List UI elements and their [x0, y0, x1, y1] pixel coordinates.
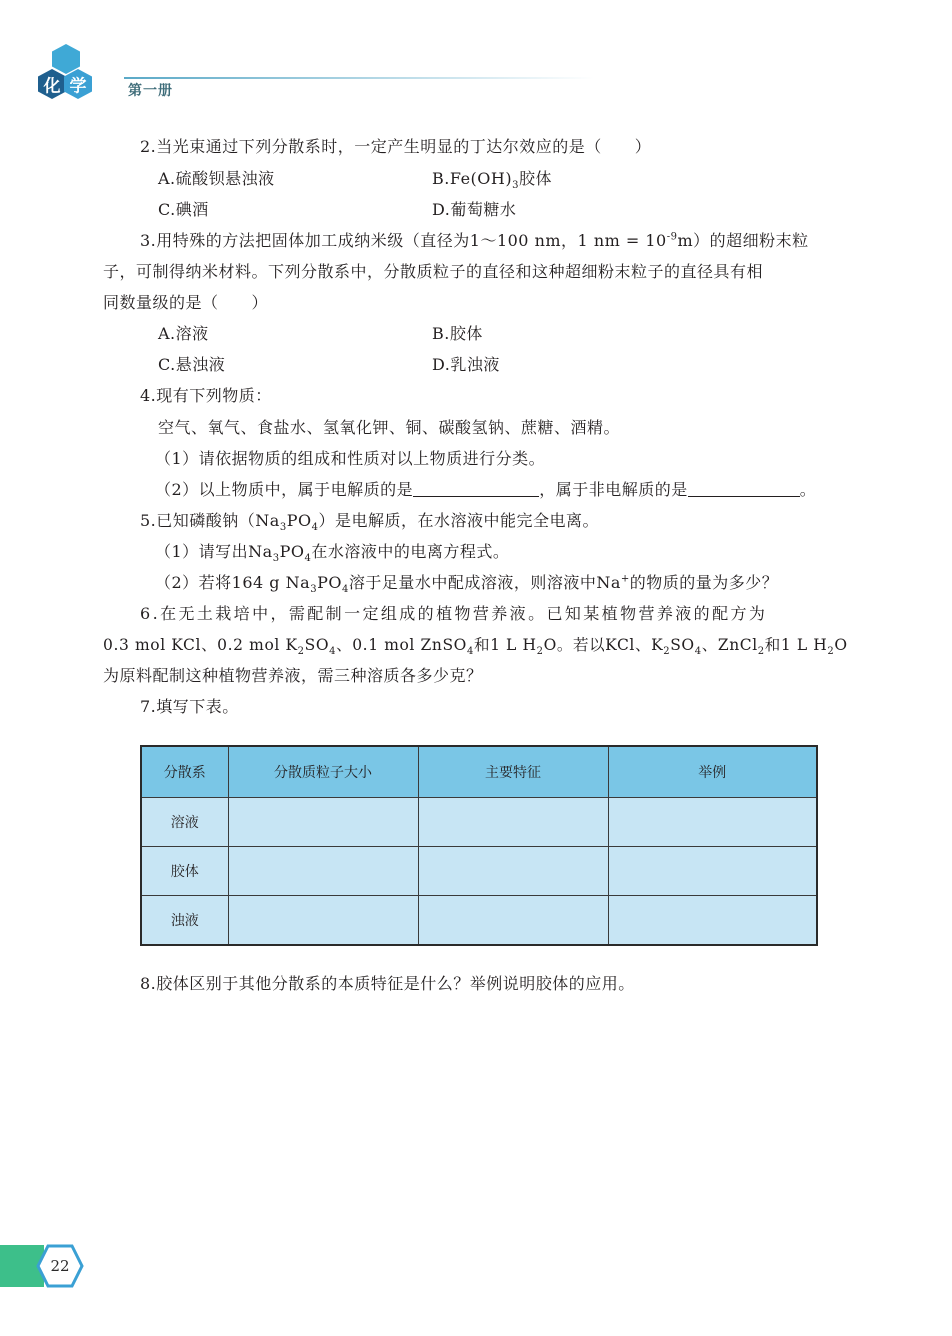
q2-option-a: A.硫酸钡悬浊液	[158, 169, 275, 188]
answer-cell[interactable]	[228, 896, 418, 946]
answer-blank-electrolyte[interactable]	[413, 480, 539, 497]
q2-option-d: D.葡萄糖水	[432, 200, 517, 219]
q6-stem-line2: 0.3 mol KCl、0.2 mol $K_2SO_4$、0.1 mol ZnSO$_4$和1 L $H_2O$。若以KCl、$K_2SO_4$、ZnCl$_2$和1 L $H_2O$	[103, 636, 848, 658]
answer-cell[interactable]	[608, 847, 817, 896]
book-volume: 第一册	[128, 83, 173, 99]
q7-stem: 7.填写下表。	[140, 697, 239, 716]
answer-cell[interactable]	[228, 847, 418, 896]
row-label: 溶液	[141, 798, 228, 847]
answer-cell[interactable]	[418, 847, 608, 896]
q2-option-c: C.碘酒	[158, 200, 209, 219]
q4-part2: （2）以上物质中，属于电解质的是 ，属于非电解质的是 。	[155, 480, 817, 499]
logo-char-hua: 化	[43, 76, 61, 97]
q2-stem: 2.当光束通过下列分散系时，一定产生明显的丁达尔效应的是（ ）	[140, 137, 652, 156]
table-row	[141, 896, 817, 946]
q3-option-a: A.溶液	[158, 324, 209, 343]
answer-blank-nonelectrolyte[interactable]	[688, 480, 800, 497]
hexagon-logo-left	[38, 69, 66, 99]
table-header-cell: 分散系	[141, 746, 228, 798]
table-header-cell: 主要特征	[418, 746, 608, 798]
q4-substances: 空气、氧气、食盐水、氢氧化钾、铜、碳酸氢钠、蔗糖、酒精。	[158, 418, 621, 437]
hexagon-logo-right	[64, 69, 92, 99]
page-header	[38, 44, 598, 104]
q5-part2: （2）若将164 g $Na_3PO_4$溶于足量水中配成溶液，则溶液中Na+的物质的量为多少？	[155, 573, 779, 596]
q3-option-d: D.乳浊液	[432, 355, 500, 374]
table-header-row	[141, 746, 817, 798]
row-label: 胶体	[141, 847, 228, 896]
q3-option-b: B.胶体	[432, 324, 483, 343]
answer-cell[interactable]	[608, 896, 817, 946]
q2-option-b: $B.Fe(OH)_3$胶体	[432, 169, 552, 192]
table-header-cell: 分散质粒子大小	[228, 746, 418, 798]
q3-option-c: C.悬浊液	[158, 355, 226, 374]
table-header-cell: 举例	[608, 746, 817, 798]
q3-stem-line2: 子，可制得纳米材料。下列分散系中，分散质粒子的直径和这种超细粉末粒子的直径具有相	[103, 262, 764, 281]
q5-stem: 5.已知磷酸钠$(Na_3PO_4)$是电解质，在水溶液中能完全电离。	[140, 511, 599, 534]
logo-char-xue: 学	[69, 76, 87, 97]
page-number: 22	[50, 1257, 70, 1275]
table-row	[141, 847, 817, 896]
answer-cell[interactable]	[608, 798, 817, 847]
dispersion-system-table	[140, 745, 818, 946]
q3-stem-line3: 同数量级的是（ ）	[103, 293, 269, 312]
q3-stem-line1: 3.用特殊的方法把固体加工成纳米级（直径为1～100 nm，1 nm = $10^{-9}m$）的超细粉末粒	[140, 231, 809, 250]
table-row	[141, 798, 817, 847]
answer-cell[interactable]	[418, 896, 608, 946]
q8-stem: 8.胶体区别于其他分散系的本质特征是什么？举例说明胶体的应用。	[140, 974, 635, 993]
header-rule	[124, 77, 594, 79]
q4-part1: （1）请依据物质的组成和性质对以上物质进行分类。	[155, 449, 546, 468]
row-label: 浊液	[141, 896, 228, 946]
q6-stem-line3: 为原料配制这种植物营养液，需三种溶质各多少克？	[103, 666, 483, 685]
q4-stem: 4.现有下列物质：	[140, 386, 272, 405]
answer-cell[interactable]	[418, 798, 608, 847]
q5-part1: （1）请写出$Na_3PO_4$在水溶液中的电离方程式。	[155, 542, 510, 565]
q6-stem-line1: 6.在无土栽培中，需配制一定组成的植物营养液。已知某植物营养液的配方为	[140, 604, 768, 623]
answer-cell[interactable]	[228, 798, 418, 847]
